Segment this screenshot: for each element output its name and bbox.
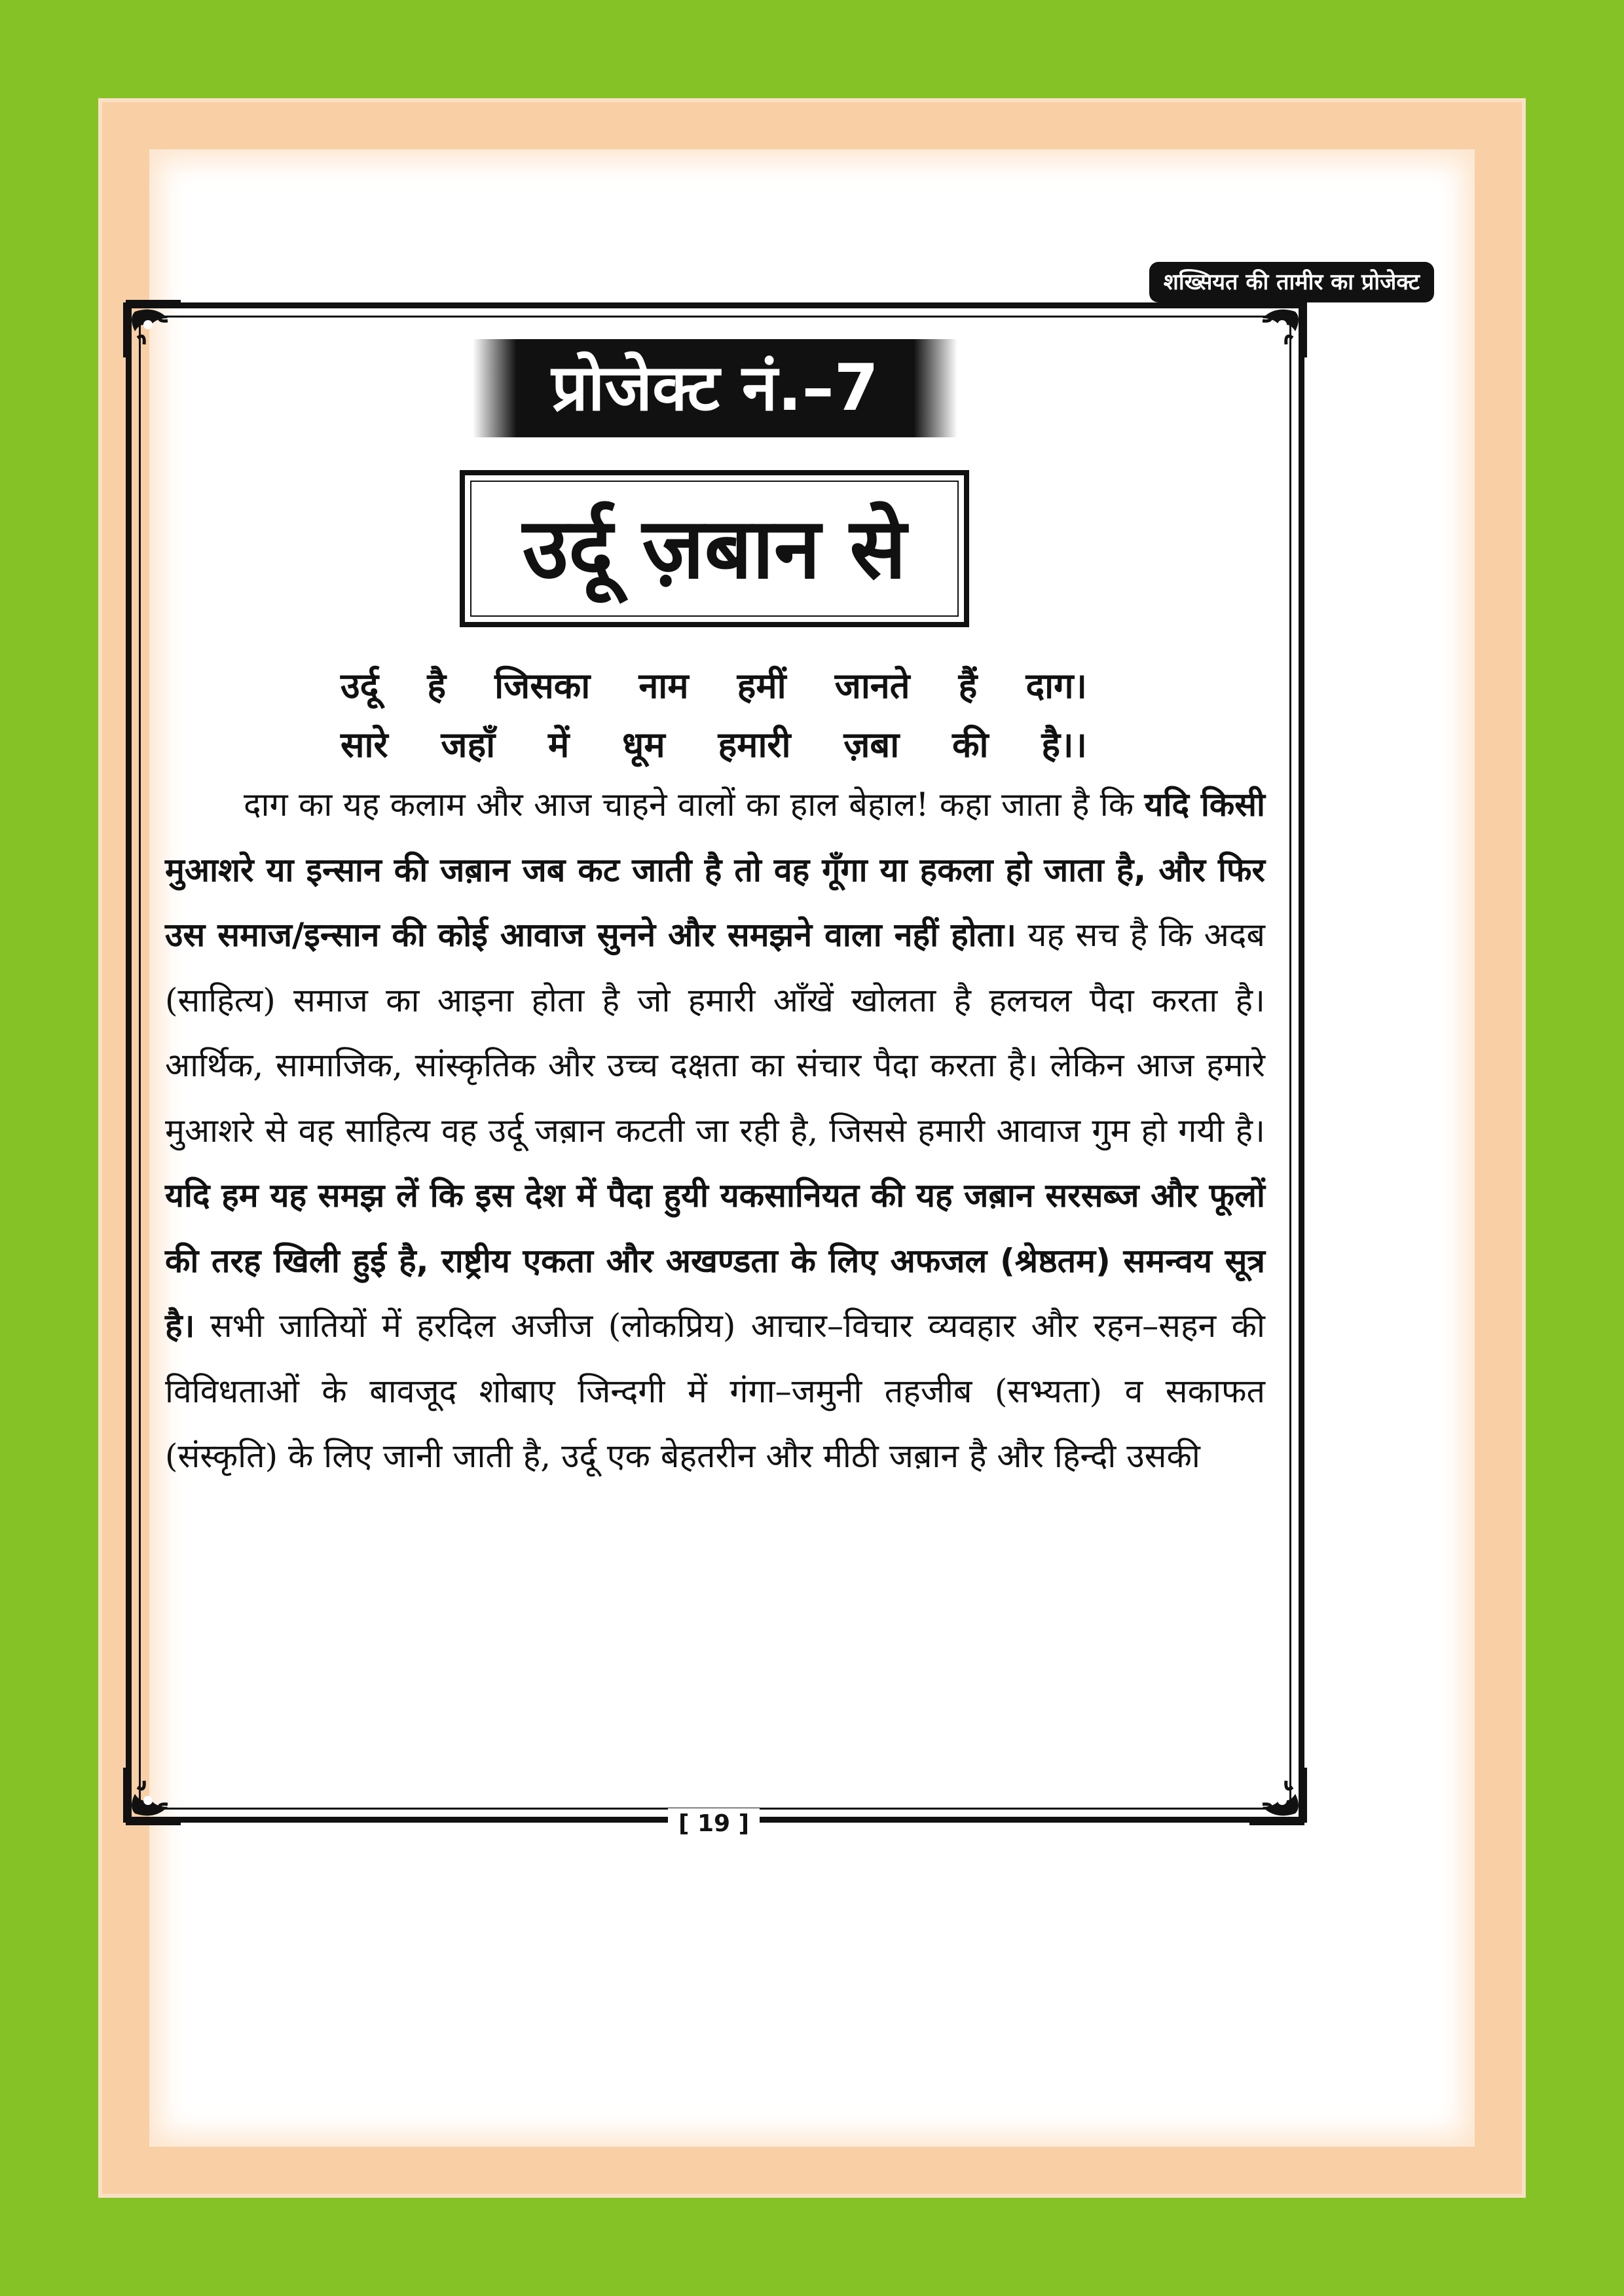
- body-bold-run: यदि हम यह समझ लें कि इस देश में पैदा हुयी यकसानियत की यह जब़ान सरसब्ज और फूलों की तरह खिली हुई है, राष्ट्रीय एकता और अखण्डता के लिए अफजल (श्रेष्ठतम) समन्वय सूत्र है।: [165, 1176, 1265, 1345]
- running-header: शख्सियत की तामीर का प्रोजेक्ट: [1149, 262, 1434, 302]
- body-text-run: सभी जातियों में हरदिल अजीज (लोकप्रिय) आचार–विचार व्यवहार और रहन–सहन की विविधताओं के बावजूद शोबाए जिन्दगी में गंगा–जमुनी तहजीब (सभ्यता) व सकाफत (संस्कृति) के लिए जानी जाती है, उर्दू एक बेहतरीन और मीठी जब़ान है और हिन्दी उसकी: [165, 1307, 1265, 1475]
- page-number: [ 19 ]: [668, 1808, 760, 1840]
- couplet-line-2: सारे जहाँ में धूम हमारी ज़बा की है।।: [341, 724, 1087, 765]
- body-bold-run: यदि किसी मुआशरे या इन्सान की जब़ान जब कट जाती है तो वह गूँगा या हकला हो जाता है, और फिर उस समाज/इन्सान की कोई आवाज सुनने और समझने वाला नहीं होता।: [165, 786, 1265, 954]
- body-text-run: दाग का यह कलाम और आज चाहने वालों का हाल बेहाल! कहा जाता है कि: [244, 786, 1145, 824]
- body-text-run: यह सच है कि अदब (साहित्य) समाज का आइना होता है जो हमारी आँखें खोलता है हलचल पैदा करता है। आर्थिक, सामाजिक, सांस्कृतिक और उच्च दक्षता का संचार पैदा करता है। लेकिन आज हमारे मुआशरे से वह साहित्य वह उर्दू जब़ान कटती जा रही है, जिससे हमारी आवाज गुम हो गयी है।: [165, 916, 1265, 1150]
- chapter-title-box: [460, 470, 969, 627]
- corner-ornament-icon: [1246, 1764, 1308, 1827]
- chapter-title: उर्दू ज़बान से: [470, 481, 959, 617]
- body-paragraph: [165, 773, 1265, 1489]
- couplet-line-1: उर्दू है जिसका नाम हमीं जानते हैं दाग।: [341, 665, 1087, 706]
- corner-ornament-icon: [1246, 299, 1308, 361]
- body-text: [165, 773, 1265, 1489]
- corner-ornament-icon: [122, 299, 185, 361]
- project-number-banner: प्रोजेक्ट नं.–7: [473, 339, 957, 437]
- corner-ornament-icon: [122, 1764, 185, 1827]
